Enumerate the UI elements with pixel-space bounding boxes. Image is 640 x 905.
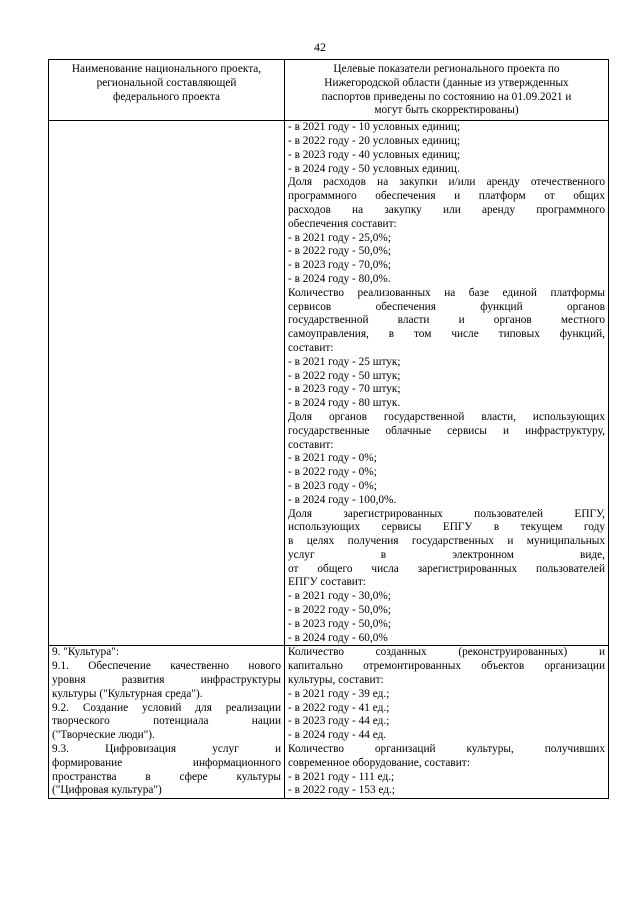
text-line: сервисов обеспечения функций органов (288, 300, 605, 313)
header-line: федерального проекта (113, 90, 220, 103)
text-line: культуры ("Культурная среда"). (52, 687, 203, 700)
text-line: расходов на закупку или аренду программного (288, 203, 605, 216)
row2-indicators-cell (285, 646, 609, 799)
text-line: от общего числа зарегистрированных пользователей (288, 562, 605, 575)
text-line: - в 2022 году - 41 ед.; (288, 701, 390, 714)
header-line: региональной составляющей (96, 76, 237, 89)
text-line: составит: (288, 438, 334, 451)
text-line: - в 2024 году - 60,0% (288, 631, 388, 644)
text-line: - в 2021 году - 111 ед.; (288, 770, 395, 783)
text-line: в целях получения государственных и муниципальных (288, 535, 605, 548)
header-line: Целевые показатели регионального проекта по (333, 63, 560, 75)
page-number: 42 (314, 40, 326, 54)
text-line: - в 2023 году - 50,0%; (288, 617, 391, 630)
table-row (49, 121, 609, 646)
text-line: Доля зарегистрированных пользователей ЕПГУ, (288, 507, 605, 520)
text-line: 9. "Культура": (52, 646, 119, 659)
text-line: - в 2022 году - 50,0%; (288, 604, 391, 617)
text-line: - в 2022 году - 50 штук; (288, 369, 401, 382)
text-line: - в 2022 году - 20 условных единиц; (288, 134, 461, 147)
text-line: уровня развития инфраструктуры (52, 674, 281, 687)
text-line: ЕПГУ составит: (288, 576, 366, 589)
text-line: Доля органов государственной власти, использующих (288, 410, 605, 423)
text-line: - в 2024 году - 100,0%. (288, 493, 397, 506)
text-line: - в 2021 году - 30,0%; (288, 590, 391, 603)
text-line: - в 2021 году - 10 условных единиц; (288, 121, 461, 134)
text-line: услуг в электронном виде, (288, 548, 605, 561)
text-line: государственной власти и органов местного (288, 314, 605, 327)
text-line: пространства в сфере культуры (52, 770, 281, 783)
header-line: паспортов приведены по состоянию на 01.09.2021 и (321, 90, 572, 103)
text-line: - в 2024 году - 50 условных единиц. (288, 162, 460, 175)
text-line: - в 2021 году - 25,0%; (288, 231, 391, 244)
text-line: - в 2023 году - 70,0%; (288, 259, 391, 272)
text-line: 9.2. Создание условий для реализации (52, 701, 281, 714)
table-header-row (49, 60, 609, 121)
text-line: - в 2022 году - 50,0%; (288, 245, 391, 258)
text-line: государственные облачные сервисы и инфраструктуру, (288, 424, 605, 437)
row2-project-cell (49, 646, 285, 799)
header-col-target-indicators (285, 60, 609, 121)
text-line: - в 2021 году - 0%; (288, 452, 377, 465)
text-line: использующих сервисы ЕПГУ в текущем году (288, 521, 605, 534)
text-line: - в 2022 году - 0%; (288, 466, 377, 479)
projects-table (48, 59, 609, 799)
header-line: Нижегородской области (данные из утвержденных (324, 76, 569, 89)
text-line: ("Цифровая культура") (52, 784, 162, 797)
text-line: - в 2023 году - 40 условных единиц; (288, 148, 461, 161)
header-line: могут быть скорректированы) (374, 104, 519, 117)
header-col-project-name (49, 60, 285, 121)
text-line: - в 2021 году - 39 ед.; (288, 687, 390, 700)
text-line: ("Творческие люди"). (52, 729, 155, 742)
text-line: - в 2023 году - 70 штук; (288, 383, 401, 396)
text-line: обеспечения составит: (288, 217, 397, 230)
text-line: - в 2021 году - 25 штук; (288, 355, 401, 368)
text-line: - в 2022 году - 153 ед.; (288, 784, 395, 797)
text-line: самоуправления, в том числе типовых функций, (288, 328, 605, 341)
text-line: - в 2024 году - 44 ед. (288, 729, 387, 742)
text-line: культуры, составит: (288, 674, 384, 687)
text-line: Доля расходов на закупки и/или аренду отечественного (288, 176, 605, 189)
header-line: Наименование национального проекта, (71, 63, 262, 75)
text-line: - в 2024 году - 80 штук. (288, 397, 401, 410)
row1-indicators-cell (285, 121, 609, 646)
text-line: творческого потенциала нации (52, 715, 281, 728)
row1-project-cell (49, 121, 285, 646)
text-line: - в 2024 году - 80,0%. (288, 272, 391, 285)
text-line: капитально отремонтированных объектов организации (288, 660, 605, 673)
text-line: Количество организаций культуры, получивших (288, 743, 605, 756)
text-line: - в 2023 году - 44 ед.; (288, 715, 390, 728)
text-line: составит: (288, 341, 334, 354)
text-line: формирование информационного (52, 756, 281, 769)
text-line: программного обеспечения и платформ от общих (288, 190, 605, 203)
text-line: - в 2023 году - 0%; (288, 479, 377, 492)
text-line: современное оборудование, составит: (288, 756, 470, 769)
text-line: Количество реализованных на базе единой платформы (288, 286, 605, 299)
text-line: Количество созданных (реконструированных) и (288, 646, 605, 659)
text-line: 9.1. Обеспечение качественно нового (52, 660, 281, 673)
text-line: 9.3. Цифровизация услуг и (52, 743, 281, 756)
table-row (49, 646, 609, 799)
